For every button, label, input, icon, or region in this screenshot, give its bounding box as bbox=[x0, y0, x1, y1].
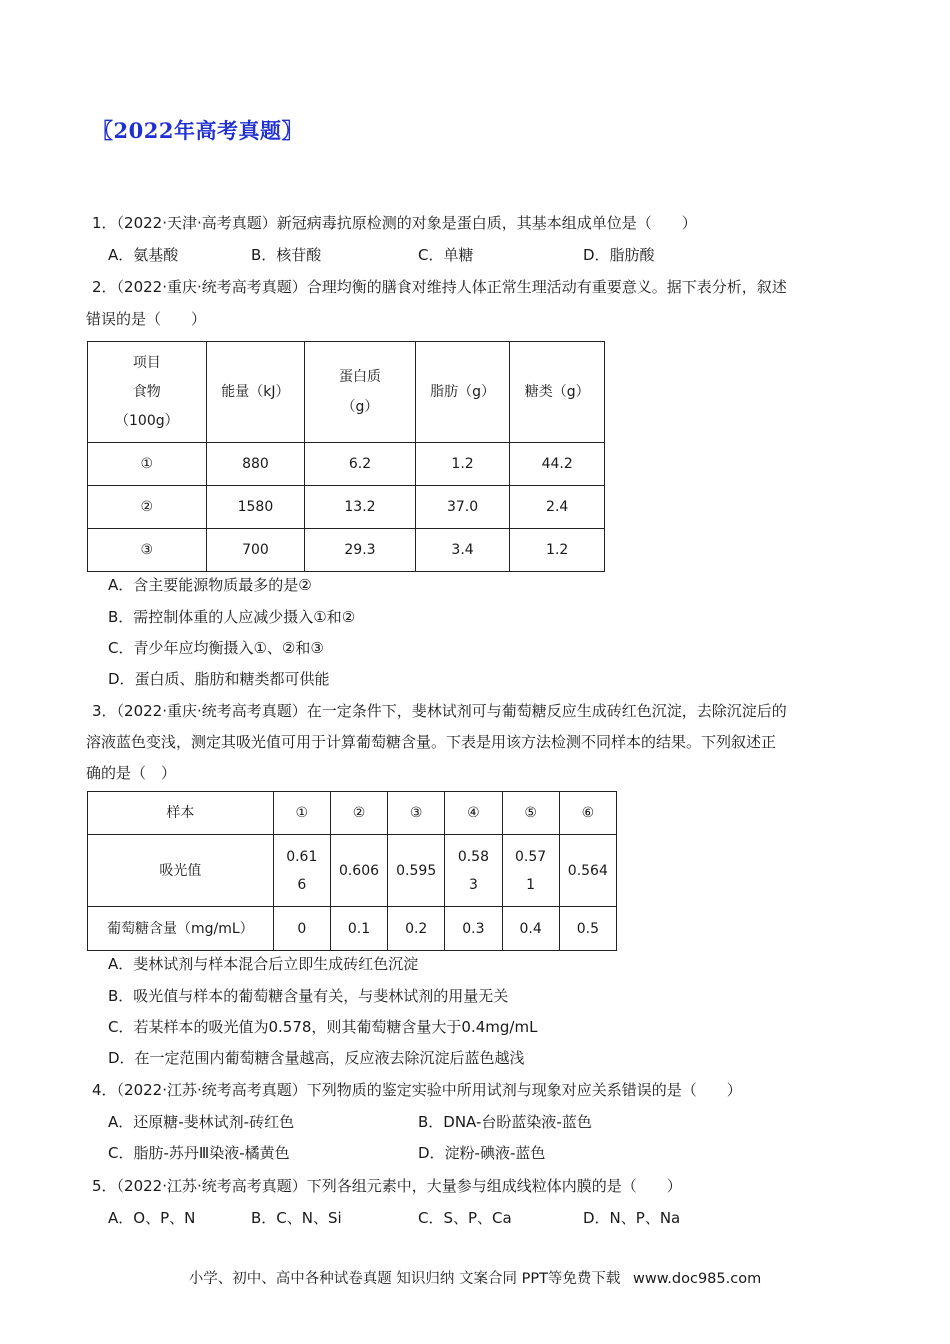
q5-option-b: B．C、N、Si bbox=[251, 1209, 342, 1227]
absorbance-value: 0.606 bbox=[330, 835, 387, 907]
footer-site-link[interactable]: www.doc985.com bbox=[633, 1271, 762, 1287]
question-3-stem-end: 确的是（ ） bbox=[86, 764, 177, 782]
q1-option-a: A．氨基酸 bbox=[108, 246, 179, 264]
protein-value: 13.2 bbox=[305, 486, 416, 529]
glucose-value: 0.1 bbox=[330, 907, 387, 951]
question-1-stem bbox=[92, 212, 697, 234]
q4-option-d: D．淀粉-碘液-蓝色 bbox=[418, 1144, 546, 1162]
glucose-value: 0.5 bbox=[559, 907, 616, 951]
q3-option-b: B．吸光值与样本的葡萄糖含量有关，与斐林试剂的用量无关 bbox=[108, 987, 509, 1005]
fat-value: 37.0 bbox=[415, 486, 510, 529]
q5-option-a: A．O、P、N bbox=[108, 1209, 196, 1227]
question-number: 3． bbox=[92, 702, 117, 720]
absorbance-value: 0.57 1 bbox=[502, 835, 559, 907]
page-footer bbox=[0, 1267, 950, 1288]
energy-value: 700 bbox=[206, 529, 305, 572]
glucose-value: 0.2 bbox=[388, 907, 445, 951]
nutrition-table bbox=[87, 341, 605, 572]
q3-option-a: A．斐林试剂与样本混合后立即生成砖红色沉淀 bbox=[108, 955, 419, 973]
question-number: 5． bbox=[92, 1177, 117, 1195]
absorbance-value: 0.58 3 bbox=[445, 835, 502, 907]
q2-option-d: D．蛋白质、脂肪和糖类都可供能 bbox=[108, 670, 330, 688]
glucose-value: 0.3 bbox=[445, 907, 502, 951]
fat-value: 1.2 bbox=[415, 443, 510, 486]
q4-option-c: C．脂肪-苏丹Ⅲ染液-橘黄色 bbox=[108, 1144, 290, 1162]
table-row bbox=[88, 443, 605, 486]
question-3-stem-cont: 溶液蓝色变浅，测定其吸光值可用于计算葡萄糖含量。下表是用该方法检测不同样本的结果。下列叙述正 bbox=[86, 733, 777, 751]
question-number: 1． bbox=[92, 214, 117, 232]
protein-value: 29.3 bbox=[305, 529, 416, 572]
question-2-stem-cont: 错误的是（ ） bbox=[86, 310, 207, 328]
table-row bbox=[88, 486, 605, 529]
question-text: 下列物质的鉴定实验中所用试剂与现象对应关系错误的是（ ） bbox=[306, 1081, 742, 1099]
question-source: （2022·江苏·统考高考真题） bbox=[116, 1177, 307, 1195]
header-energy: 能量（kJ） bbox=[206, 342, 305, 443]
absorbance-value: 0.61 6 bbox=[273, 835, 330, 907]
q2-option-c: C．青少年应均衡摄入①、②和③ bbox=[108, 639, 324, 657]
sugar-value: 2.4 bbox=[510, 486, 605, 529]
question-source: （2022·天津·高考真题） bbox=[116, 214, 277, 232]
q5-option-c: C．S、P、Ca bbox=[418, 1209, 512, 1227]
q1-option-b: B．核苷酸 bbox=[251, 246, 322, 264]
q3-option-d: D．在一定范围内葡萄糖含量越高，反应液去除沉淀后蓝色越浅 bbox=[108, 1049, 525, 1067]
absorbance-value: 0.595 bbox=[388, 835, 445, 907]
q2-option-a: A．含主要能源物质最多的是② bbox=[108, 576, 312, 594]
sample-label: ⑥ bbox=[559, 792, 616, 835]
question-3-stem bbox=[92, 700, 787, 722]
question-text: 下列各组元素中，大量参与组成线粒体内膜的是（ ） bbox=[306, 1177, 682, 1195]
sample-label: ④ bbox=[445, 792, 502, 835]
question-4-stem bbox=[92, 1079, 742, 1101]
header-sugar: 糖类（g） bbox=[510, 342, 605, 443]
header-protein: 蛋白质 （g） bbox=[305, 342, 416, 443]
food-label: ① bbox=[88, 443, 207, 486]
protein-value: 6.2 bbox=[305, 443, 416, 486]
header-item-food: 项目 食物 （100g） bbox=[88, 342, 207, 443]
q2-option-b: B．需控制体重的人应减少摄入①和② bbox=[108, 608, 356, 626]
absorbance-header: 吸光值 bbox=[88, 835, 274, 907]
question-text: 在一定条件下，斐林试剂可与葡萄糖反应生成砖红色沉淀，去除沉淀后的 bbox=[306, 702, 787, 720]
energy-value: 880 bbox=[206, 443, 305, 486]
question-5-stem bbox=[92, 1175, 682, 1197]
sample-label: ① bbox=[273, 792, 330, 835]
glucose-value: 0.4 bbox=[502, 907, 559, 951]
sample-label: ③ bbox=[388, 792, 445, 835]
q3-option-c: C．若某样本的吸光值为0.578，则其葡萄糖含量大于0.4mg/mL bbox=[108, 1018, 538, 1036]
table-row bbox=[88, 529, 605, 572]
q1-option-d: D．脂肪酸 bbox=[583, 246, 655, 264]
energy-value: 1580 bbox=[206, 486, 305, 529]
header-fat: 脂肪（g） bbox=[415, 342, 510, 443]
question-number: 2． bbox=[92, 278, 117, 296]
glucose-header: 葡萄糖含量（mg/mL） bbox=[88, 907, 274, 951]
glucose-table bbox=[87, 791, 617, 951]
sample-label: ② bbox=[330, 792, 387, 835]
glucose-value: 0 bbox=[273, 907, 330, 951]
question-text: 合理均衡的膳食对维持人体正常生理活动有重要意义。据下表分析，叙述 bbox=[306, 278, 787, 296]
fat-value: 3.4 bbox=[415, 529, 510, 572]
sample-label: ⑤ bbox=[502, 792, 559, 835]
footer-text: 小学、初中、高中各种试卷真题 知识归纳 文案合同 PPT等免费下载 bbox=[188, 1271, 621, 1287]
question-2-stem bbox=[92, 276, 787, 298]
question-source: （2022·重庆·统考高考真题） bbox=[116, 702, 307, 720]
question-source: （2022·重庆·统考高考真题） bbox=[116, 278, 307, 296]
question-number: 4． bbox=[92, 1081, 117, 1099]
q4-option-a: A．还原糖-斐林试剂-砖红色 bbox=[108, 1113, 295, 1131]
q1-option-c: C．单糖 bbox=[418, 246, 474, 264]
page-title: 〖2022年高考真题〗 bbox=[92, 118, 303, 143]
food-label: ③ bbox=[88, 529, 207, 572]
q4-option-b: B．DNA-台盼蓝染液-蓝色 bbox=[418, 1113, 592, 1131]
q5-option-d: D．N、P、Na bbox=[583, 1209, 681, 1227]
sample-header: 样本 bbox=[88, 792, 274, 835]
question-source: （2022·江苏·统考高考真题） bbox=[116, 1081, 307, 1099]
sugar-value: 44.2 bbox=[510, 443, 605, 486]
absorbance-value: 0.564 bbox=[559, 835, 616, 907]
food-label: ② bbox=[88, 486, 207, 529]
sugar-value: 1.2 bbox=[510, 529, 605, 572]
question-text: 新冠病毒抗原检测的对象是蛋白质，其基本组成单位是（ ） bbox=[276, 214, 697, 232]
